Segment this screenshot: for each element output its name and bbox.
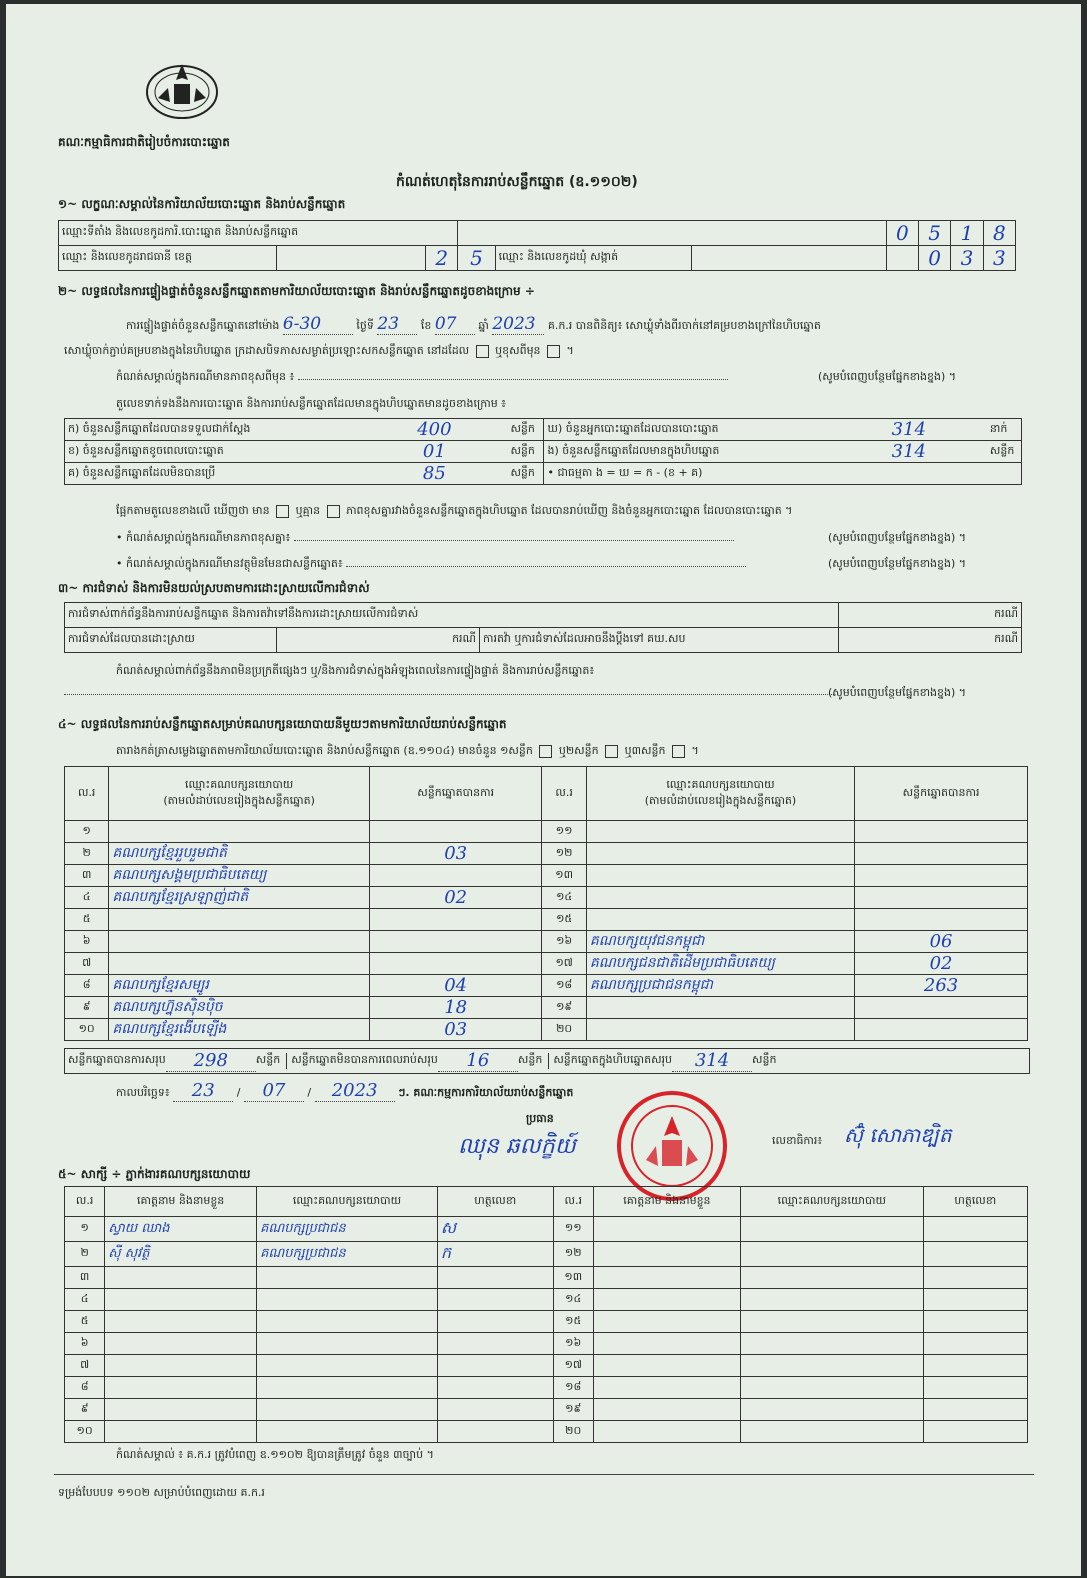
party-votes: 03 <box>369 1019 542 1041</box>
verify-year: 2023 <box>492 314 544 335</box>
form-note: ទម្រង់បែបបទ ១១០២ សម្រាប់បំពេញដោយ គ.ក.រ <box>58 1486 265 1499</box>
witness-name <box>593 1289 740 1311</box>
witness-name: ស៊ី សុវត្ថិ <box>105 1242 257 1267</box>
comparison-text: ភាពខុសគ្នារវាងចំនួនសន្លឹកឆ្នោតក្នុងហិបឆ្នោត ដែលបានរាប់ឃើញ និងចំនួនអ្នកបោះឆ្នោត ដែលបានបោះឆ្នោត ។ <box>346 504 793 517</box>
witness-party <box>257 1399 438 1421</box>
commune-code-3: 3 <box>983 246 1015 271</box>
witness-signature: ក <box>437 1242 553 1267</box>
different-label: ឬខុសពីមុន <box>495 344 541 357</box>
party-name: គណបក្សយុវជនកម្ពុជា <box>586 931 854 953</box>
province-code-1: 2 <box>426 246 458 271</box>
witness-party <box>257 1311 438 1333</box>
party-name: គណបក្សខ្មែររួបរួមជាតិ <box>109 843 370 865</box>
witness-row <box>65 1289 1028 1311</box>
witness-no: ២០ <box>553 1421 593 1443</box>
appeal-label: ការតវ៉ា ឬការជំទាស់ដែលអាចនឹងប្តឹងទៅ គឃ.សប <box>479 628 838 653</box>
party-name <box>586 843 854 865</box>
no-difference-label: ឬគ្មាន <box>295 504 321 517</box>
col-party <box>109 767 370 821</box>
witness-party <box>257 1267 438 1289</box>
spoiled-value: 01 <box>361 441 507 463</box>
row-no: ១៦ <box>542 931 586 953</box>
witness-col-no: ល.រ <box>65 1187 105 1217</box>
witness-signature <box>923 1242 1027 1267</box>
objections-table <box>64 602 1022 653</box>
witness-party <box>740 1377 923 1399</box>
witness-party <box>257 1333 438 1355</box>
witness-name: ស្វាយ ឈាង <box>105 1217 257 1242</box>
col-party-title: ឈ្មោះគណបក្សនយោបាយ <box>184 777 294 791</box>
row-no: ៨ <box>65 975 109 997</box>
station-code-3: 1 <box>951 221 983 246</box>
witness-party: គណបក្សប្រជាជន <box>257 1242 438 1267</box>
resolved-unit: ករណី <box>277 628 480 653</box>
bullet-object-label: • កំណត់សម្គាល់ក្នុងករណីមានវត្ថុមិនមែនជាសន្លឹកឆ្នោត៖ <box>116 557 343 570</box>
comparison-line <box>116 504 792 520</box>
witness-no: ១ <box>65 1217 105 1242</box>
results-row <box>65 1019 1028 1041</box>
witness-no: ៥ <box>65 1311 105 1333</box>
witness-no: ៩ <box>65 1399 105 1421</box>
irregularity-note: កំណត់សម្គាល់ពាក់ព័ន្ធនឹងភាពមិនប្រក្រតីផ្សេងៗ ឬ/និងការជំទាស់ក្នុងអំឡុងពេលនៃការផ្ទៀងផ្ទាត់ និងការរាប់សន្លឹកឆ្នោត៖ <box>116 664 595 677</box>
bullet-object <box>116 557 746 573</box>
section3-heading: ៣~ ការជំទាស់ និងការមិនយល់ស្របតាមការដោះស្រាយលើការជំទាស់ <box>58 581 370 595</box>
two-sheets-checkbox[interactable] <box>605 745 618 758</box>
witness-col-sign: ហត្ថលេខា <box>437 1187 553 1217</box>
section2-heading: ២~ លទ្ធផលនៃការផ្ទៀងផ្ទាត់ចំនួនសន្លឹកឆ្នោតតាមការិយាល័យបោះឆ្នោត និងរាប់សន្លឹកឆ្នោតដូចខាងក្រោម ÷ <box>58 284 535 298</box>
voters-label: ឃ) ចំនួនអ្នកបោះឆ្នោតដែលបានបោះឆ្នោត <box>544 419 831 441</box>
tally-sheet-line: តារាងកត់ត្រាសម្លេងឆ្នោតតាមការិយាល័យបោះឆ្នោត និងរាប់សន្លឹកឆ្នោត (ឧ.១១០៤) មានចំនួន ១សន្លឹក ឬ២សន្លឹក ឬ៣សន្លឹក ។ <box>116 744 699 757</box>
resolved-label: ការជំទាស់ដែលបានដោះស្រាយ <box>65 628 277 653</box>
unused-unit: សន្លឹក <box>507 463 544 485</box>
party-name <box>109 909 370 931</box>
witness-name <box>105 1333 257 1355</box>
lock-line: សោឃ្លុំចាក់ភ្ជាប់គម្របខាងក្នុងនៃហិបឆ្នោត ក្រដាសបិទភាសសម្ងាត់ប្រឡោះសកសន្លឹកឆ្នោត នៅដដែល ឬខុសពីមុន ។ <box>64 344 574 357</box>
unused-label: គ) ចំនួនសន្លឹកឆ្នោតដែលមិនបានប្រើ <box>65 463 362 485</box>
witness-signature <box>923 1267 1027 1289</box>
committee-label: ៗ. គណៈកម្មការការិយាល័យរាប់សន្លឹកឆ្នោត <box>398 1086 574 1099</box>
party-votes <box>855 887 1028 909</box>
party-name <box>586 1019 854 1041</box>
row-no: ២០ <box>542 1019 586 1041</box>
party-name: គណបក្សហ្វ៊ុនស៊ិនប៉ិច <box>109 997 370 1019</box>
witness-row <box>65 1267 1028 1289</box>
difference-note <box>116 370 728 386</box>
witness-no: ១៨ <box>553 1377 593 1399</box>
witness-party <box>740 1421 923 1443</box>
witness-row <box>65 1217 1028 1242</box>
col-party-title-right: ឈ្មោះគណបក្សនយោបាយ <box>666 777 775 791</box>
row-no: ១០ <box>65 1019 109 1041</box>
witness-no: ៨ <box>65 1377 105 1399</box>
section4-heading: ៤~ លទ្ធផលនៃការរាប់សន្លឹកឆ្នោតសម្រាប់គណបក្សនយោបាយនីមួយៗតាមការិយាល័យរាប់សន្លឹកឆ្នោត <box>58 717 507 731</box>
witness-name <box>593 1267 740 1289</box>
verification-line <box>126 314 821 335</box>
row-no: ១៨ <box>542 975 586 997</box>
party-name <box>586 821 854 843</box>
party-votes <box>855 865 1028 887</box>
party-votes: 263 <box>855 975 1028 997</box>
witness-name <box>593 1333 740 1355</box>
witness-name <box>105 1289 257 1311</box>
row-no: ១ <box>65 821 109 843</box>
witness-signature: ស <box>437 1217 553 1242</box>
in-box-label: ង) ចំនួនសន្លឹកឆ្នោតដែលមានក្នុងហិបឆ្នោត <box>544 441 831 463</box>
station-code-1: 0 <box>886 221 918 246</box>
figures-row <box>65 419 1022 441</box>
form-page <box>6 4 1081 1576</box>
witness-party <box>740 1355 923 1377</box>
row-no: ១២ <box>542 843 586 865</box>
party-votes <box>369 931 542 953</box>
witness-name <box>593 1421 740 1443</box>
row-no: ១១ <box>542 821 586 843</box>
page-title: កំណត់ហេតុនៃការរាប់សន្លឹកឆ្នោត (ឧ.១១០២) <box>396 174 638 190</box>
verify-text: គ.ក.រ បានពិនិត្យ៖ សោឃ្លុំទាំងពីរចាក់នៅគម្របខាងក្រៅនៃហិបឆ្នោត <box>547 319 821 332</box>
party-votes: 18 <box>369 997 542 1019</box>
party-votes: 02 <box>369 887 542 909</box>
results-row <box>65 997 1028 1019</box>
date-day: 23 <box>173 1080 233 1102</box>
witness-party <box>740 1399 923 1421</box>
witness-row <box>65 1242 1028 1267</box>
witness-no: ១០ <box>65 1421 105 1443</box>
party-name: គណបក្សប្រជាជនកម្ពុជា <box>586 975 854 997</box>
party-votes: 04 <box>369 975 542 997</box>
col-no-right: ល.រ <box>542 767 586 821</box>
results-row <box>65 975 1028 997</box>
results-table <box>64 766 1028 1041</box>
total-invalid-unit: សន្លឹក <box>518 1053 549 1069</box>
total-box: 314 <box>672 1050 752 1072</box>
witness-no: ១៧ <box>553 1355 593 1377</box>
one-sheet-checkbox[interactable] <box>539 745 552 758</box>
total-valid-label: សន្លឹកឆ្នោតបានការសរុប <box>68 1053 166 1066</box>
row-no: ៤ <box>65 887 109 909</box>
party-name <box>586 909 854 931</box>
irregularity-dots <box>64 694 834 695</box>
month-label: ខែ <box>420 319 432 332</box>
witness-name <box>593 1242 740 1267</box>
figures-row <box>65 463 1022 485</box>
party-votes <box>369 909 542 931</box>
col-party-sub: (តាមលំដាប់លេខរៀងក្នុងសន្លឹកឆ្នោត) <box>163 793 315 807</box>
witness-name <box>105 1355 257 1377</box>
party-votes <box>369 865 542 887</box>
witness-no: ៧ <box>65 1355 105 1377</box>
province-label: ឈ្មោះ និងលេខកូដរាជធានី ខេត្ត <box>59 246 277 271</box>
party-votes <box>855 1019 1028 1041</box>
col-no: ល.រ <box>65 767 109 821</box>
row-no: ១៧ <box>542 953 586 975</box>
figures-row <box>65 441 1022 463</box>
section5-heading: ៥~ សាក្សី ÷ ភ្នាក់ងារគណបក្សនយោបាយ <box>58 1167 251 1181</box>
secretary-label: លេខាធិការ៖ <box>772 1134 823 1147</box>
party-name <box>586 997 854 1019</box>
tally-sheet-label: តារាងកត់ត្រាសម្លេងឆ្នោតតាមការិយាល័យបោះឆ្នោត និងរាប់សន្លឹកឆ្នោត (ឧ.១១០៤) មានចំនួន ១សន្លឹក <box>116 744 533 757</box>
row-no: ១៥ <box>542 909 586 931</box>
no-difference-checkbox[interactable] <box>327 505 340 518</box>
witness-no: ១៣ <box>553 1267 593 1289</box>
witness-name <box>593 1217 740 1242</box>
witness-row <box>65 1421 1028 1443</box>
org-name: គណៈកម្មាធិការជាតិរៀបចំការបោះឆ្នោត <box>58 135 230 149</box>
witness-col-sign-right: ហត្ថលេខា <box>923 1187 1027 1217</box>
party-votes: 02 <box>855 953 1028 975</box>
party-name: គណបក្សខ្មែរងើបឡើង <box>109 1019 370 1041</box>
comparison-label: ផ្អែកតាមតួលេខខាងលើ ឃើញថា មាន <box>116 504 270 517</box>
row-no: ៣ <box>65 865 109 887</box>
party-name <box>586 865 854 887</box>
witness-footer-note: កំណត់សម្គាល់ ៖ គ.ក.រ ត្រូវបំពេញ ឧ.១១០២ ឱ្យបានត្រឹមត្រូវ ចំនួន ៣ច្បាប់ ។ <box>116 1448 434 1461</box>
witness-party <box>257 1421 438 1443</box>
appeal-unit: ករណី <box>838 628 1021 653</box>
spoiled-unit: សន្លឹក <box>507 441 544 463</box>
results-row <box>65 843 1028 865</box>
witness-row <box>65 1355 1028 1377</box>
row-no: ៦ <box>65 931 109 953</box>
row-no: ២ <box>65 843 109 865</box>
voters-value: 314 <box>831 419 987 441</box>
party-name: គណបក្សជនជាតិដើមប្រជាធិបតេយ្យ <box>586 953 854 975</box>
witness-col-party-right: ឈ្មោះគណបក្សនយោបាយ <box>740 1187 923 1217</box>
witness-row <box>65 1311 1028 1333</box>
party-name <box>586 887 854 909</box>
formula-note: • ជាធម្មតា ង = ឃ = ក - (ខ + គ) <box>544 463 1022 485</box>
witness-signature <box>923 1421 1027 1443</box>
witness-no: ៤ <box>65 1289 105 1311</box>
witness-no: ១២ <box>553 1242 593 1267</box>
row-no: ១៤ <box>542 887 586 909</box>
witness-signature <box>923 1377 1027 1399</box>
party-name <box>109 953 370 975</box>
section1-heading: ១~ លក្ខណៈសម្គាល់នៃការិយាល័យបោះឆ្នោត និងរាប់សន្លឹកឆ្នោត <box>58 197 346 211</box>
results-row <box>65 821 1028 843</box>
results-row <box>65 953 1028 975</box>
party-votes <box>855 909 1028 931</box>
col-votes: សន្លឹកឆ្នោតបានការ <box>369 767 542 821</box>
total-box-label: សន្លឹកឆ្នោតក្នុងហិបឆ្នោតសរុប <box>553 1053 673 1066</box>
col-party-sub-right: (តាមលំដាប់លេខរៀងក្នុងសន្លឹកឆ្នោត) <box>644 793 797 807</box>
witness-no: ២ <box>65 1242 105 1267</box>
witness-signature <box>923 1289 1027 1311</box>
different-checkbox[interactable] <box>547 345 560 358</box>
two-sheets-label: ឬ២សន្លឹក <box>558 744 599 757</box>
witness-party <box>257 1377 438 1399</box>
unused-value: 85 <box>361 463 507 485</box>
verify-time: 6-30 <box>283 314 353 335</box>
same-checkbox[interactable] <box>476 345 489 358</box>
witness-row <box>65 1333 1028 1355</box>
figures-intro: តួលេខទាក់ទងនឹងការបោះឆ្នោត និងការរាប់សន្លឹកឆ្នោតដែលមានក្នុងហិបឆ្នោតមានដូចខាងក្រោម ៖ <box>116 397 507 410</box>
witness-no: ៣ <box>65 1267 105 1289</box>
commune-code-1: 0 <box>918 246 950 271</box>
received-unit: សន្លឹក <box>507 419 544 441</box>
secretary-signature: ស៊ុំ សោភាឌ្បិត <box>844 1123 952 1147</box>
station-code-2: 5 <box>918 221 950 246</box>
party-votes <box>855 821 1028 843</box>
objections-label: ការជំទាស់ពាក់ព័ន្ធនឹងការរាប់សន្លឹកឆ្នោត និងការតវ៉ាទៅនឹងការដោះស្រាយលើការជំទាស់ <box>65 603 839 628</box>
witness-name <box>593 1399 740 1421</box>
party-votes <box>369 821 542 843</box>
lock-text: សោឃ្លុំចាក់ភ្ជាប់គម្របខាងក្នុងនៃហិបឆ្នោត ក្រដាសបិទភាសសម្ងាត់ប្រឡោះសកសន្លឹកឆ្នោត នៅដដែល <box>64 344 470 357</box>
received-label: ក) ចំនួនសន្លឹកឆ្នោតដែលបានទទួលជាក់ស្តែង <box>65 419 362 441</box>
party-votes <box>855 843 1028 865</box>
verify-day: 23 <box>377 314 417 335</box>
row-no: ៩ <box>65 997 109 1019</box>
witness-signature <box>437 1355 553 1377</box>
witness-party <box>740 1217 923 1242</box>
verify-time-label: ការផ្ទៀងផ្ទាត់ចំនួនសន្លឹកឆ្នោតនៅម៉ោង <box>126 319 280 332</box>
witness-signature <box>437 1377 553 1399</box>
witness-party <box>740 1311 923 1333</box>
witness-signature <box>923 1333 1027 1355</box>
witness-signature <box>923 1311 1027 1333</box>
witness-party <box>740 1289 923 1311</box>
witness-name <box>593 1355 740 1377</box>
witness-signature <box>437 1421 553 1443</box>
witness-no: ១៥ <box>553 1311 593 1333</box>
section1-table <box>58 220 1016 271</box>
witness-col-no-right: ល.រ <box>553 1187 593 1217</box>
total-invalid-label: សន្លឹកឆ្នោតមិនបានការពេលរាប់សរុប <box>291 1053 438 1066</box>
witness-party <box>740 1267 923 1289</box>
party-name <box>109 821 370 843</box>
party-votes: 06 <box>855 931 1028 953</box>
witness-no: ១១ <box>553 1217 593 1242</box>
witness-name <box>105 1267 257 1289</box>
totals-line <box>64 1048 1030 1074</box>
witness-signature <box>437 1399 553 1421</box>
results-row <box>65 887 1028 909</box>
party-votes: 03 <box>369 843 542 865</box>
date-year: 2023 <box>315 1080 395 1102</box>
witness-name <box>105 1311 257 1333</box>
figures-table <box>64 418 1022 485</box>
witness-signature <box>437 1311 553 1333</box>
in-box-unit: សន្លឹក <box>987 441 1022 463</box>
witness-col-name-right: គោត្តនាម និងនាមខ្លួន <box>593 1187 740 1217</box>
witness-signature <box>437 1267 553 1289</box>
witness-row <box>65 1377 1028 1399</box>
witness-party <box>740 1333 923 1355</box>
results-row <box>65 931 1028 953</box>
location-label: ឈ្មោះទីតាំង និងលេខកូដការិ.បោះឆ្នោត និងរាប់សន្លឹកឆ្នោត <box>59 221 458 246</box>
col-votes-right: សន្លឹកឆ្នោតបានការ <box>855 767 1028 821</box>
total-valid-unit: សន្លឹក <box>256 1053 287 1069</box>
bullet-difference-label: • កំណត់សម្គាល់ក្នុងករណីមានភាពខុសគ្នា៖ <box>116 531 291 544</box>
spoiled-label: ខ) ចំនួនសន្លឹកឆ្នោតខូចពេលបោះឆ្នោត <box>65 441 362 463</box>
witness-table <box>64 1186 1028 1443</box>
difference-fill-note: (សូមបំពេញបន្ថែមផ្នែកខាងខ្នង) ។ <box>818 370 957 383</box>
witness-no: ១៤ <box>553 1289 593 1311</box>
three-sheets-checkbox[interactable] <box>672 745 685 758</box>
party-name: គណបក្សខ្មែរស្រឡាញ់ជាតិ <box>109 887 370 909</box>
witness-party <box>740 1242 923 1267</box>
witness-party <box>257 1355 438 1377</box>
witness-row <box>65 1399 1028 1421</box>
witness-no: ១៩ <box>553 1399 593 1421</box>
witness-party: គណបក្សប្រជាជន <box>257 1217 438 1242</box>
results-row <box>65 865 1028 887</box>
witness-name <box>105 1377 257 1399</box>
party-votes <box>855 997 1028 1019</box>
verify-month: 07 <box>435 314 475 335</box>
party-name: គណបក្សសង្គមប្រជាធិបតេយ្យ <box>109 865 370 887</box>
witness-signature <box>923 1217 1027 1242</box>
day-label: ថ្ងៃទី <box>356 319 374 332</box>
results-row <box>65 909 1028 931</box>
bullet-difference <box>116 531 734 547</box>
chair-signature: ឈុន ឆលក្ខិយ៍ <box>458 1134 576 1159</box>
party-name <box>109 931 370 953</box>
total-valid: 298 <box>166 1050 256 1072</box>
date-label: កាលបរិច្ឆេទ៖ <box>116 1086 170 1099</box>
bullet-difference-fill: (សូមបំពេញបន្ថែមផ្នែកខាងខ្នង) ។ <box>828 531 967 544</box>
nec-emblem <box>144 58 220 120</box>
in-box-value: 314 <box>831 441 987 463</box>
total-invalid: 16 <box>438 1050 518 1072</box>
station-code-4: 8 <box>983 221 1015 246</box>
three-sheets-label: ឬ៣សន្លឹក <box>624 744 666 757</box>
date-line: កាលបរិច្ឆេទ៖ 23 / 07 / 2023 ៗ. គណៈកម្មការការិយាល័យរាប់សន្លឹកឆ្នោត <box>116 1080 574 1101</box>
witness-name <box>593 1377 740 1399</box>
witness-no: ៦ <box>65 1333 105 1355</box>
bullet-object-fill: (សូមបំពេញបន្ថែមផ្នែកខាងខ្នង) ។ <box>828 557 967 570</box>
witness-name <box>105 1421 257 1443</box>
col-party-right <box>586 767 854 821</box>
witness-col-party: ឈ្មោះគណបក្សនយោបាយ <box>257 1187 438 1217</box>
witness-party <box>257 1289 438 1311</box>
year-label: ឆ្នាំ <box>478 319 489 332</box>
witness-signature <box>923 1355 1027 1377</box>
commune-label: ឈ្មោះ និងលេខកូដឃុំ សង្កាត់ <box>495 246 692 271</box>
witness-signature <box>923 1399 1027 1421</box>
difference-note-label: កំណត់សម្គាល់ក្នុងករណីមានភាពខុសពីមុន ៖ <box>116 370 295 383</box>
commune-code-2: 3 <box>951 246 983 271</box>
row-no: ១៩ <box>542 997 586 1019</box>
witness-no: ១៦ <box>553 1333 593 1355</box>
irregularity-fill-note: (សូមបំពេញបន្ថែមផ្នែកខាងខ្នង) ។ <box>828 686 967 699</box>
row-no: ១៣ <box>542 865 586 887</box>
witness-name <box>105 1399 257 1421</box>
party-votes <box>369 953 542 975</box>
has-difference-checkbox[interactable] <box>276 505 289 518</box>
footer-divider <box>54 1474 1034 1475</box>
province-code-2: 5 <box>458 246 495 271</box>
row-no: ៧ <box>65 953 109 975</box>
row-no: ៥ <box>65 909 109 931</box>
witness-signature <box>437 1333 553 1355</box>
date-month: 07 <box>244 1080 304 1102</box>
party-name: គណបក្សខ្មែរសម្បូរ <box>109 975 370 997</box>
voters-unit: នាក់ <box>987 419 1022 441</box>
received-value: 400 <box>361 419 507 441</box>
total-box-unit: សន្លឹក <box>752 1053 777 1066</box>
witness-name <box>593 1311 740 1333</box>
objections-unit: ករណី <box>838 603 1021 628</box>
chair-label: ប្រធាន <box>526 1112 554 1125</box>
witness-signature <box>437 1289 553 1311</box>
witness-col-name: គោត្តនាម និងនាមខ្លួន <box>105 1187 257 1217</box>
